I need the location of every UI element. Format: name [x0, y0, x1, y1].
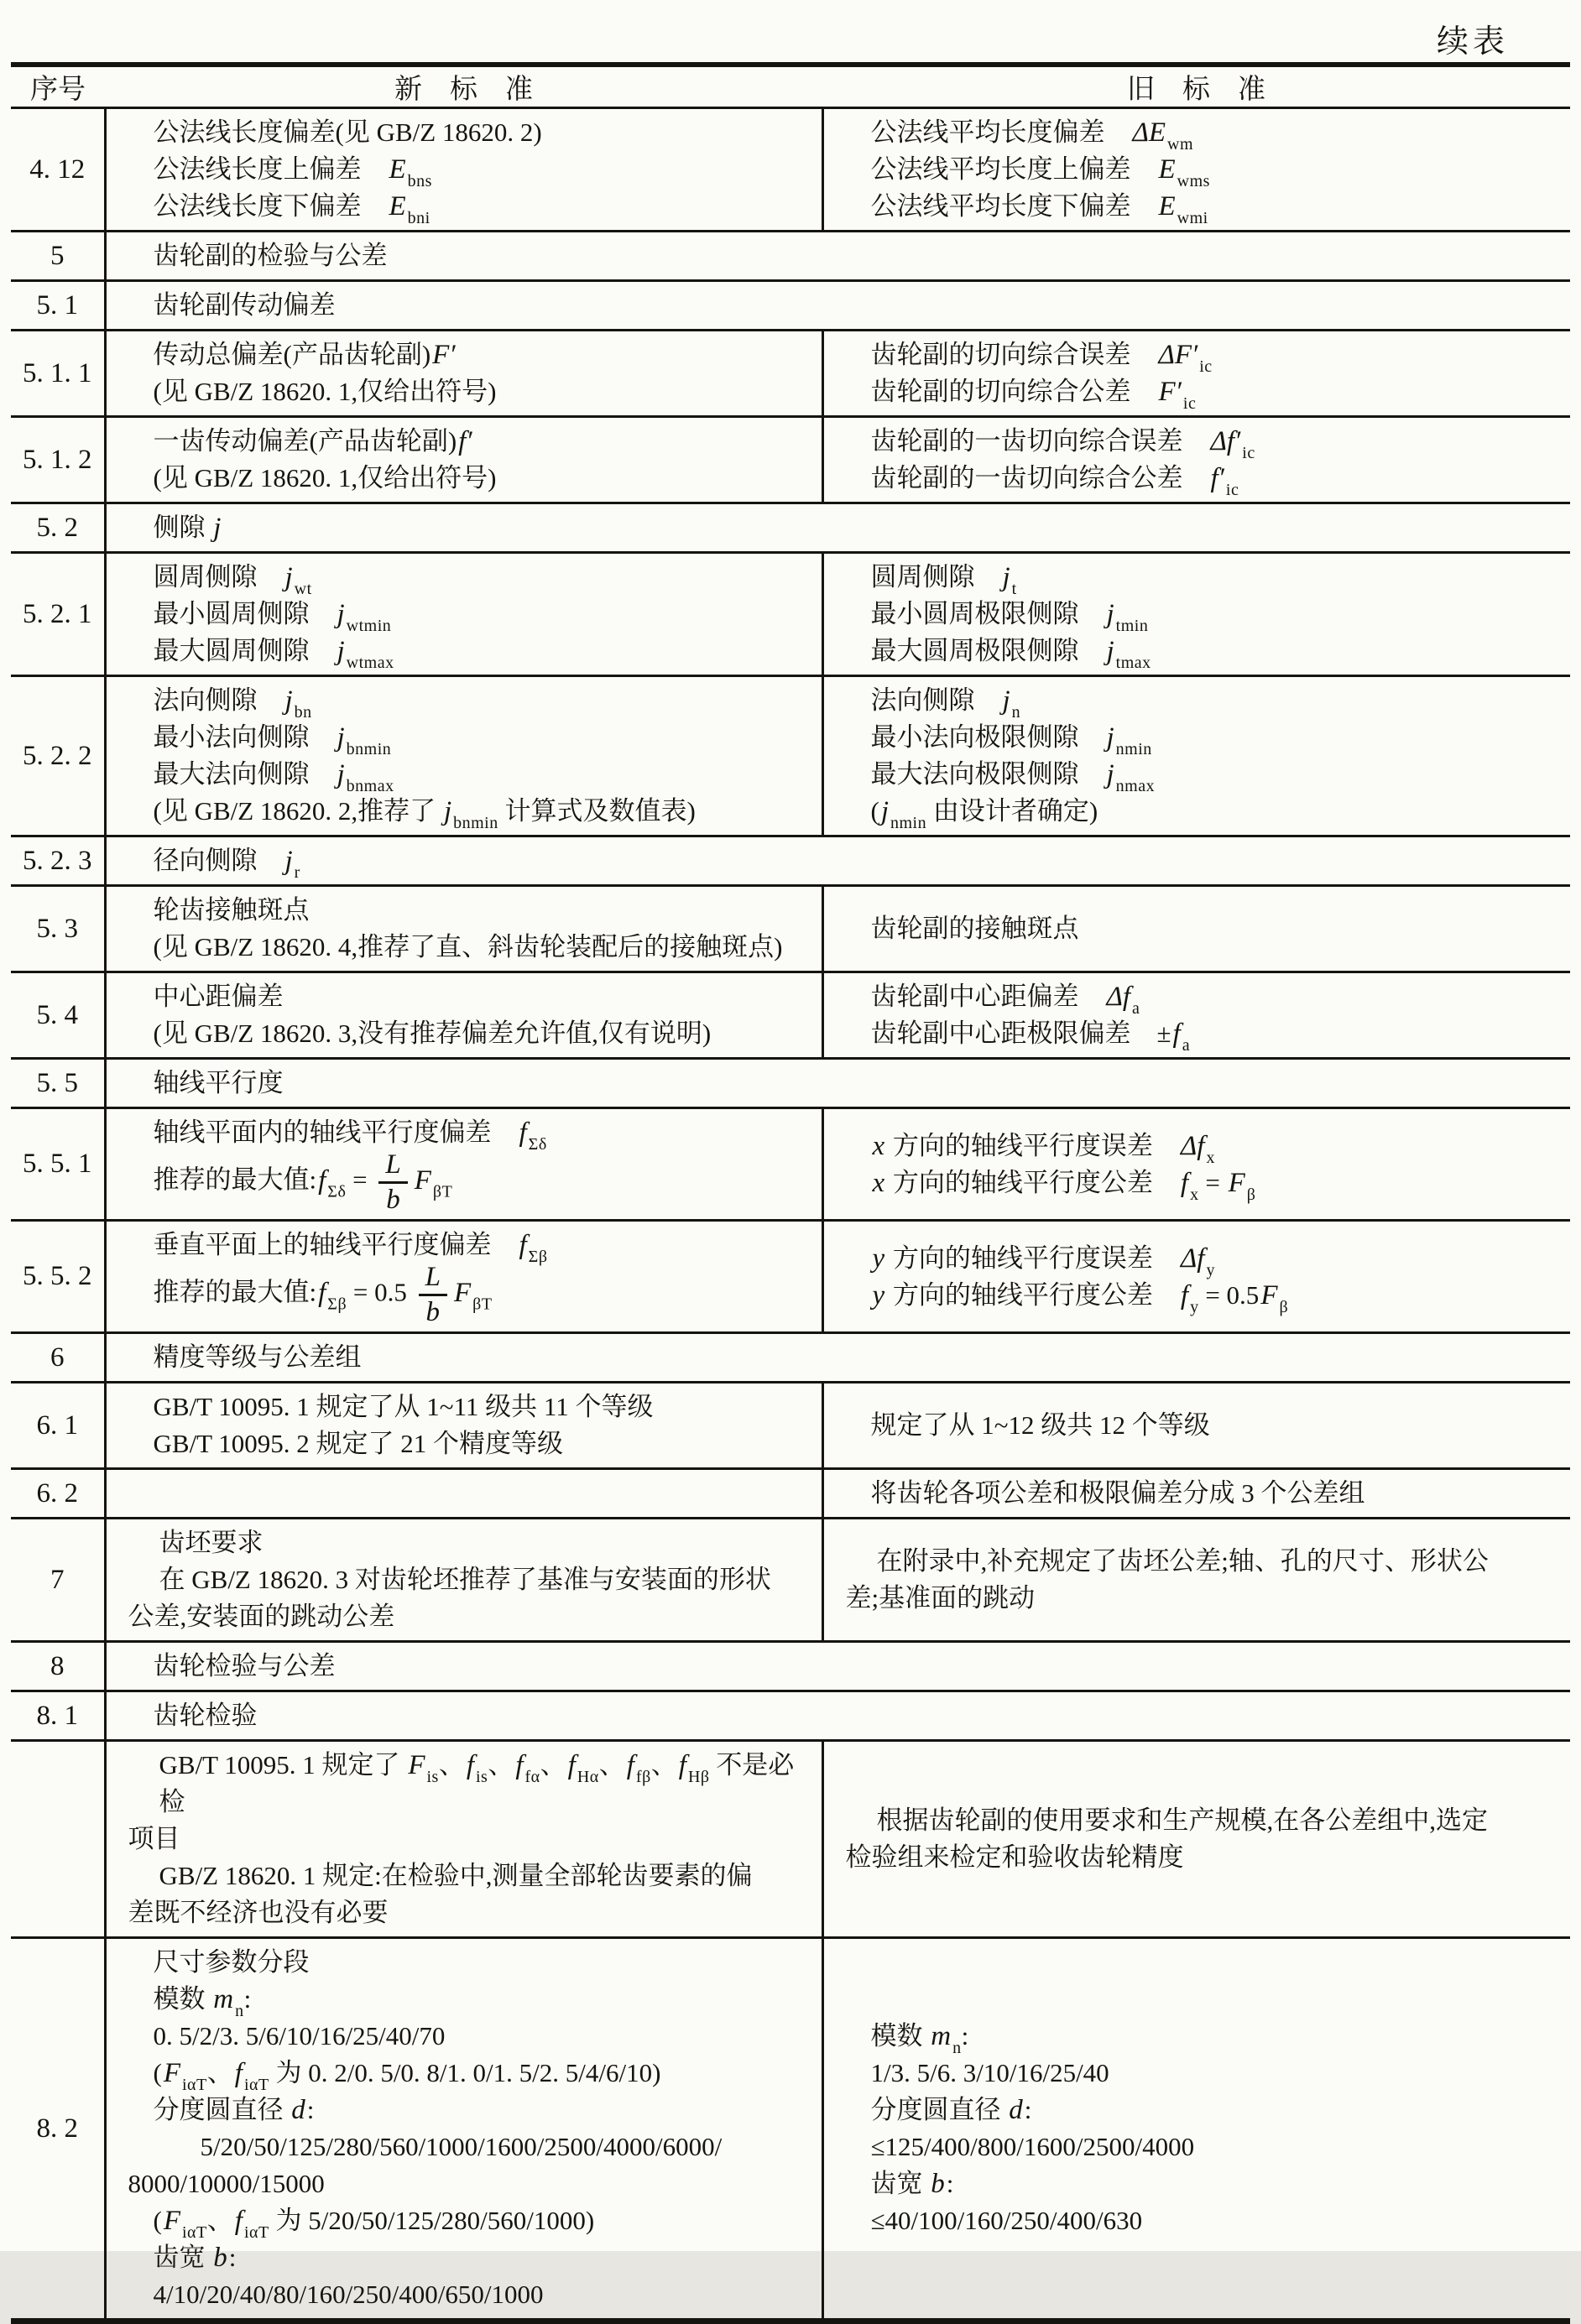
math-symbol: j [1106, 599, 1114, 629]
math-subscript: iαT [243, 2076, 269, 2094]
math-subscript: fβ [635, 1768, 651, 1786]
text-line: 差;基准面的跳动 [845, 1583, 1036, 1613]
math-subscript: ic [1199, 357, 1213, 376]
math-symbol: f [626, 1750, 634, 1780]
text-line: 最大法向侧隙 j $_{bnmax}$ [153, 759, 394, 795]
math-symbol: F [1260, 1279, 1278, 1311]
text-line: 齿轮副的一齿切向综合公差 f′ $_{ic}$ [870, 463, 1239, 499]
fraction-denominator: b [386, 1185, 400, 1215]
math-symbol: Δf [1180, 1243, 1205, 1274]
text-line: 尺寸参数分段 [153, 1947, 310, 1977]
math-subscript: nmin [1115, 740, 1152, 758]
math-symbol: y [872, 1279, 885, 1311]
math-symbol: f [678, 1750, 686, 1780]
math-subscript: wms [1177, 172, 1210, 190]
math-subscript: wtmin [346, 617, 392, 635]
table-row [11, 676, 1570, 836]
text-line: 推荐的最大值:f $_{\Sigma\delta}$ = $\frac{L}{b}$ F $_{\beta T}$ [153, 1149, 453, 1215]
text-line: 0. 5/2/3. 5/6/10/16/25/40/70 [153, 2021, 446, 2050]
text-line: x 方向的轴线平行度公差 f $_x$ = F $_\beta$ [872, 1167, 1256, 1204]
text-line: (见 GB/Z 18620. 2,推荐了 j $_{bnmin}$ 计算式及数值表) [153, 796, 696, 832]
math-subscript: tmax [1115, 654, 1151, 672]
new-standard-cell [105, 972, 822, 1059]
table-row [11, 281, 1570, 331]
math-symbol: x [872, 1130, 885, 1161]
text-line: 精度等级与公差组 [153, 1342, 362, 1372]
text-line: 齿轮副中心距偏差 Δf $_a$ [870, 982, 1140, 1018]
table-row [11, 972, 1570, 1059]
text-line: 齿轮检验与公差 [153, 1651, 336, 1680]
old-standard-cell [822, 1108, 1570, 1221]
table-row [11, 1469, 1570, 1519]
row-number-cell: 5. 5. 1 [11, 1108, 105, 1221]
math-subscript: bnmin [346, 740, 392, 758]
math-symbol: j [443, 796, 452, 826]
text-line: (j $_{nmin}$ 由设计者确定) [870, 796, 1098, 832]
math-symbol: E [1158, 191, 1176, 221]
math-subscript: r [294, 863, 300, 882]
math-symbol: f [519, 1118, 527, 1148]
text-line: 最大圆周侧隙 j $_{wtmax}$ [153, 636, 394, 672]
math-text: = [1198, 1167, 1227, 1197]
math-symbol: f [515, 1750, 524, 1780]
text-line: 齿轮副的切向综合误差 ΔF′ $_{ic}$ [870, 340, 1213, 376]
math-symbol: F [163, 2206, 180, 2236]
table-row [11, 1108, 1570, 1221]
math-symbol: Δf [1106, 982, 1131, 1012]
math-symbol: j [337, 636, 345, 666]
text-line: 公法线长度偏差(见 GB/Z 18620. 2) [153, 117, 542, 147]
text-line: 在 GB/Z 18620. 3 对齿轮坯推荐了基准与安装面的形状 [159, 1565, 771, 1594]
text-line: 最小法向极限侧隙 j $_{nmin}$ [870, 722, 1152, 758]
math-subscript: wtmax [346, 654, 394, 672]
math-subscript: βT [472, 1295, 493, 1314]
old-standard-cell [822, 1469, 1570, 1519]
text-line: 公差,安装面的跳动公差 [128, 1602, 395, 1631]
merged-content-cell [105, 503, 1570, 553]
fraction [378, 1151, 407, 1214]
math-symbol: F [1228, 1167, 1245, 1198]
math-subscript: nmin [890, 814, 927, 832]
new-standard-cell [105, 1519, 822, 1642]
text-line: x 方向的轴线平行度误差 Δf $_x$ [872, 1130, 1215, 1167]
math-subscript: t [1011, 580, 1017, 598]
text-line: 齿坯要求 [159, 1528, 264, 1557]
math-symbol: f [318, 1165, 326, 1196]
merged-content-cell [105, 836, 1570, 886]
text-line: 分度圆直径 d: [870, 2095, 1032, 2125]
math-symbol: F [408, 1750, 425, 1780]
text-line: 项目 [128, 1824, 180, 1853]
math-symbol: b [931, 2169, 945, 2199]
text-line: (F $_{i\alpha T}$、f $_{i\alpha T}$ 为 5/20/50/125/280/560/1000) [153, 2206, 595, 2242]
table-row [11, 1333, 1570, 1383]
text-line: 齿轮副的检验与公差 [153, 241, 388, 270]
text-line: 分度圆直径 d: [153, 2095, 315, 2125]
row-number-cell: 5. 5. 2 [11, 1221, 105, 1333]
old-standard-cell [822, 972, 1570, 1059]
row-number-cell: 5. 2. 2 [11, 676, 105, 836]
new-standard-cell [105, 1108, 822, 1221]
fraction-denominator: b [425, 1297, 441, 1327]
old-standard-cell [822, 417, 1570, 503]
new-standard-cell [105, 1741, 822, 1938]
math-symbol: E [389, 154, 406, 185]
old-standard-cell [822, 676, 1570, 836]
math-subscript: ic [1242, 444, 1255, 462]
text-line: 轮齿接触斑点 [153, 895, 310, 925]
math-subscript: Hβ [687, 1768, 710, 1786]
math-subscript: iαT [182, 2076, 207, 2094]
math-subscript: bns [407, 172, 432, 190]
old-standard-cell [822, 1938, 1570, 2321]
text-line: 垂直平面上的轴线平行度偏差 f $_{\Sigma\beta}$ [153, 1230, 548, 1266]
text-line: 径向侧隙 j $_r$ [153, 846, 300, 882]
new-standard-cell [105, 417, 822, 503]
new-standard-cell [105, 108, 822, 232]
text-line: 齿轮副的切向综合公差 F′ $_{ic}$ [870, 377, 1197, 413]
table-row [11, 1221, 1570, 1333]
table-row [11, 1642, 1570, 1691]
math-subscript: fα [524, 1768, 540, 1786]
text-line: GB/T 10095. 2 规定了 21 个精度等级 [153, 1429, 564, 1458]
column-header-old-standard: 旧 标 准 [822, 65, 1570, 108]
row-number-cell: 4. 12 [11, 108, 105, 232]
text-line: 最大圆周极限侧隙 j $_{tmax}$ [870, 636, 1151, 672]
text-line: 将齿轮各项公差和极限偏差分成 3 个公差组 [870, 1478, 1365, 1508]
table-row [11, 1383, 1570, 1469]
text-line: 轴线平行度 [153, 1068, 284, 1097]
text-line: 一齿传动偏差(产品齿轮副)f′ [153, 426, 472, 456]
math-subscript: a [1182, 1036, 1191, 1055]
text-line: 检验组来检定和验收齿轮精度 [845, 1842, 1184, 1872]
text-line: 中心距偏差 [153, 982, 284, 1011]
table-row [11, 1741, 1570, 1938]
fraction-numerator: L [419, 1264, 447, 1296]
math-symbol: f [318, 1277, 326, 1308]
row-number-cell: 5. 4 [11, 972, 105, 1059]
text-line: ≤40/100/160/250/400/630 [870, 2206, 1143, 2235]
merged-content-cell [105, 232, 1570, 281]
math-symbol: Δf′ [1210, 426, 1241, 456]
text-line: 齿轮副的一齿切向综合误差 Δf′ $_{ic}$ [870, 426, 1255, 462]
new-standard-cell [105, 553, 822, 676]
math-subscript: bn [294, 703, 312, 722]
continued-table-label: 续表 [1436, 24, 1509, 60]
merged-content-cell [105, 1691, 1570, 1741]
math-symbol: f [234, 2206, 243, 2236]
new-standard-cell [105, 1383, 822, 1469]
math-symbol: j [1002, 562, 1010, 592]
math-symbol: ΔF′ [1158, 340, 1198, 370]
column-header-new-standard: 新 标 准 [105, 65, 822, 108]
math-subscript: x [1190, 1185, 1199, 1204]
math-symbol: f [519, 1230, 527, 1260]
math-symbol: f [1180, 1279, 1189, 1311]
table-row [11, 417, 1570, 503]
merged-content-cell [105, 1333, 1570, 1383]
table-row [11, 108, 1570, 232]
math-subscript: Σβ [327, 1295, 347, 1314]
text-line: (见 GB/Z 18620. 3,没有推荐偏差允许值,仅有说明) [153, 1019, 712, 1048]
text-line: 圆周侧隙 j $_t$ [870, 562, 1017, 598]
table-header [11, 65, 1570, 108]
row-number-cell [11, 1741, 105, 1938]
old-standard-cell [822, 108, 1570, 232]
text-line: 模数 m $_n$: [870, 2021, 969, 2057]
math-symbol: j [1002, 685, 1010, 716]
new-standard-cell [105, 1221, 822, 1333]
text-line: (见 GB/Z 18620. 4,推荐了直、斜齿轮装配后的接触斑点) [153, 932, 783, 961]
math-subscript: ic [1182, 394, 1197, 413]
row-number-cell: 5. 1. 1 [11, 331, 105, 417]
row-number-cell: 6. 2 [11, 1469, 105, 1519]
text-line: 公法线平均长度下偏差 E $_{wmi}$ [870, 191, 1208, 227]
math-subscript: iαT [243, 2223, 269, 2242]
fraction-numerator: L [378, 1151, 407, 1184]
math-symbol: j [337, 599, 345, 629]
math-symbol: F′ [432, 340, 456, 370]
math-subscript: n [952, 2039, 962, 2057]
old-standard-cell [822, 1741, 1570, 1938]
math-text: = 0.5 [347, 1277, 414, 1307]
row-number-cell: 5. 1. 2 [11, 417, 105, 503]
math-subscript: y [1190, 1297, 1199, 1316]
text-line: GB/T 10095. 1 规定了从 1~11 级共 11 个等级 [153, 1392, 654, 1421]
text-line: 法向侧隙 j $_n$ [870, 685, 1021, 722]
math-subscript: β [1279, 1297, 1289, 1316]
math-symbol: j [213, 513, 222, 543]
row-number-cell: 6. 1 [11, 1383, 105, 1469]
old-standard-cell [822, 1519, 1570, 1642]
old-standard-cell [822, 886, 1570, 972]
math-symbol: E [389, 191, 406, 221]
row-number-cell: 5. 1 [11, 281, 105, 331]
math-symbol: j [337, 759, 345, 789]
math-symbol: y [872, 1243, 885, 1274]
text-line: 传动总偏差(产品齿轮副)F′ [153, 340, 456, 370]
math-subscript: n [1011, 703, 1021, 722]
math-symbol: j [284, 685, 293, 716]
table-row [11, 836, 1570, 886]
math-subscript: Σδ [528, 1135, 547, 1154]
text-line: 齿轮副中心距极限偏差 ±f $_a$ [870, 1019, 1191, 1055]
math-subscript: bni [407, 209, 430, 227]
row-number-cell: 5. 5 [11, 1059, 105, 1108]
math-symbol: f [1172, 1019, 1181, 1049]
math-subscript: x [1206, 1148, 1215, 1167]
row-number-cell: 8 [11, 1642, 105, 1691]
table-row [11, 1059, 1570, 1108]
text-line: 在附录中,补充规定了齿坯公差;轴、孔的尺寸、形状公 [876, 1546, 1489, 1576]
text-line: 最小圆周侧隙 j $_{wtmin}$ [153, 599, 392, 635]
math-text: = 0.5 [1198, 1279, 1260, 1310]
row-number-cell: 5. 2. 3 [11, 836, 105, 886]
text-line: 8000/10000/15000 [128, 2169, 325, 2198]
math-symbol: f [234, 2058, 243, 2088]
math-symbol: j [1106, 636, 1114, 666]
text-line: 法向侧隙 j $_{bn}$ [153, 685, 312, 722]
text-line: 圆周侧隙 j $_{wt}$ [153, 562, 312, 598]
merged-content-cell [105, 281, 1570, 331]
row-number-cell: 5. 2 [11, 503, 105, 553]
text-line: 推荐的最大值:f $_{\Sigma\beta}$ = 0.5 $\frac{L}{b}$ F $_{\beta T}$ [153, 1262, 493, 1327]
text-line: 模数 m $_n$: [153, 1984, 252, 2020]
math-subscript: Hα [577, 1768, 599, 1786]
text-line: 最小法向侧隙 j $_{bnmin}$ [153, 722, 392, 758]
text-line: 差既不经济也没有必要 [128, 1898, 389, 1927]
math-symbol: j [1106, 722, 1114, 753]
merged-content-cell [105, 1059, 1570, 1108]
row-number-cell: 5 [11, 232, 105, 281]
header-row [11, 65, 1570, 108]
text-line: 规定了从 1~12 级共 12 个等级 [870, 1410, 1210, 1440]
row-number-cell: 8. 1 [11, 1691, 105, 1741]
text-line: 侧隙 j [153, 513, 222, 543]
math-symbol: m [213, 1984, 234, 2014]
table-row [11, 886, 1570, 972]
math-symbol: f′ [1210, 463, 1224, 493]
math-symbol: E [1158, 154, 1176, 185]
row-number-cell: 6 [11, 1333, 105, 1383]
new-standard-cell [105, 886, 822, 972]
row-number-cell: 5. 2. 1 [11, 553, 105, 676]
math-symbol: F [163, 2058, 180, 2088]
table-body [11, 108, 1570, 2321]
math-subscript: Σβ [528, 1248, 548, 1266]
text-line: 齿轮检验 [153, 1701, 258, 1730]
math-symbol: F [414, 1165, 431, 1196]
math-symbol: j [1106, 759, 1114, 789]
math-subscript: wt [294, 580, 312, 598]
column-header-serial: 序号 [11, 65, 105, 108]
text-line: (F $_{i\alpha T}$、f $_{i\alpha T}$ 为 0. 2/0. 5/0. 8/1. 0/1. 5/2. 5/4/6/10) [153, 2058, 661, 2094]
text-line: 最大法向极限侧隙 j $_{nmax}$ [870, 759, 1156, 795]
table-row [11, 503, 1570, 553]
text-line: 4/10/20/40/80/160/250/400/650/1000 [153, 2280, 544, 2309]
fraction [419, 1264, 447, 1326]
old-standard-cell [822, 1221, 1570, 1333]
text-line: 公法线长度下偏差 E $_{bni}$ [153, 191, 430, 227]
math-symbol: ΔE [1132, 117, 1166, 148]
text-line: y 方向的轴线平行度误差 Δf $_y$ [872, 1243, 1215, 1279]
math-subscript: βT [432, 1182, 453, 1201]
math-subscript: wmi [1177, 209, 1208, 227]
math-subscript: bnmin [453, 814, 498, 832]
math-symbol: d [291, 2095, 305, 2125]
math-subscript: ic [1225, 481, 1239, 499]
math-subscript: tmin [1115, 617, 1149, 635]
math-subscript: n [235, 2002, 244, 2020]
text-line: y 方向的轴线平行度公差 f $_y$ = 0.5F $_\beta$ [872, 1279, 1289, 1316]
merged-content-cell [105, 1642, 1570, 1691]
new-standard-cell [105, 676, 822, 836]
math-symbol: x [872, 1167, 885, 1198]
math-symbol: f [466, 1750, 474, 1780]
math-subscript: bnmax [346, 777, 394, 795]
math-symbol: j [880, 796, 889, 826]
table-row [11, 553, 1570, 676]
math-symbol: m [931, 2021, 952, 2051]
old-standard-cell [822, 331, 1570, 417]
text-line: 轴线平面内的轴线平行度偏差 f $_{\Sigma\delta}$ [153, 1118, 547, 1154]
old-standard-cell [822, 1383, 1570, 1469]
math-subscript: y [1206, 1260, 1215, 1279]
text-line: ≤125/400/800/1600/2500/4000 [870, 2132, 1195, 2161]
math-subscript: iαT [182, 2223, 207, 2242]
text-line: GB/T 10095. 1 规定了 F $_{is}$、f $_{is}$、f $_{f\alpha}$、f $_{H\alpha}$、f $_{f\beta}$、f $_{H\beta}$ 不是必检 [159, 1750, 795, 1816]
table-row [11, 1691, 1570, 1741]
text-line: 公法线长度上偏差 E $_{bns}$ [153, 154, 432, 190]
math-symbol: f′ [458, 426, 472, 456]
math-subscript: is [476, 1768, 488, 1786]
text-line: 齿轮副传动偏差 [153, 290, 336, 320]
math-symbol: F [453, 1277, 472, 1308]
math-subscript: β [1246, 1185, 1256, 1204]
text-line: (见 GB/Z 18620. 1,仅给出符号) [153, 463, 497, 492]
math-subscript: nmax [1115, 777, 1156, 795]
table-row [11, 331, 1570, 417]
math-symbol: j [337, 722, 345, 753]
math-subscript: wm [1167, 135, 1194, 154]
text-line: 公法线平均长度偏差 ΔE $_{wm}$ [870, 117, 1194, 154]
math-symbol: F′ [1158, 377, 1182, 407]
text-line: 5/20/50/125/280/560/1000/1600/2500/4000/6000/ [200, 2132, 723, 2161]
new-standard-cell [105, 1469, 822, 1519]
text-line: 最小圆周极限侧隙 j $_{tmin}$ [870, 599, 1149, 635]
text-line: 根据齿轮副的使用要求和生产规模,在各公差组中,选定 [876, 1806, 1488, 1835]
row-number-cell: 5. 3 [11, 886, 105, 972]
math-symbol: b [213, 2243, 227, 2273]
text-line: 公法线平均长度上偏差 E $_{wms}$ [870, 154, 1210, 190]
table-row [11, 1938, 1570, 2321]
math-symbol: Δf [1180, 1130, 1205, 1161]
math-symbol: f [1180, 1167, 1189, 1198]
table-row [11, 232, 1570, 281]
math-subscript: is [426, 1768, 439, 1786]
text-line: 1/3. 5/6. 3/10/16/25/40 [870, 2058, 1109, 2087]
new-standard-cell [105, 1938, 822, 2321]
text-line: 齿轮副的接触斑点 [870, 914, 1079, 943]
math-text: = [346, 1165, 374, 1195]
math-symbol: j [284, 562, 293, 592]
text-line: GB/Z 18620. 1 规定:在检验中,测量全部轮齿要素的偏 [159, 1861, 753, 1890]
math-symbol: f [567, 1750, 576, 1780]
math-symbol: d [1009, 2095, 1023, 2125]
new-standard-cell [105, 331, 822, 417]
math-subscript: a [1132, 999, 1140, 1018]
row-number-cell: 7 [11, 1519, 105, 1642]
old-standard-cell [822, 553, 1570, 676]
table-row [11, 1519, 1570, 1642]
text-line: 齿宽 b: [153, 2243, 237, 2273]
text-line: (见 GB/Z 18620. 1,仅给出符号) [153, 377, 497, 406]
text-line: 齿宽 b: [870, 2169, 954, 2199]
math-subscript: Σδ [327, 1182, 347, 1201]
math-symbol: j [284, 846, 293, 876]
comparison-table [11, 62, 1570, 2324]
row-number-cell: 8. 2 [11, 1938, 105, 2321]
